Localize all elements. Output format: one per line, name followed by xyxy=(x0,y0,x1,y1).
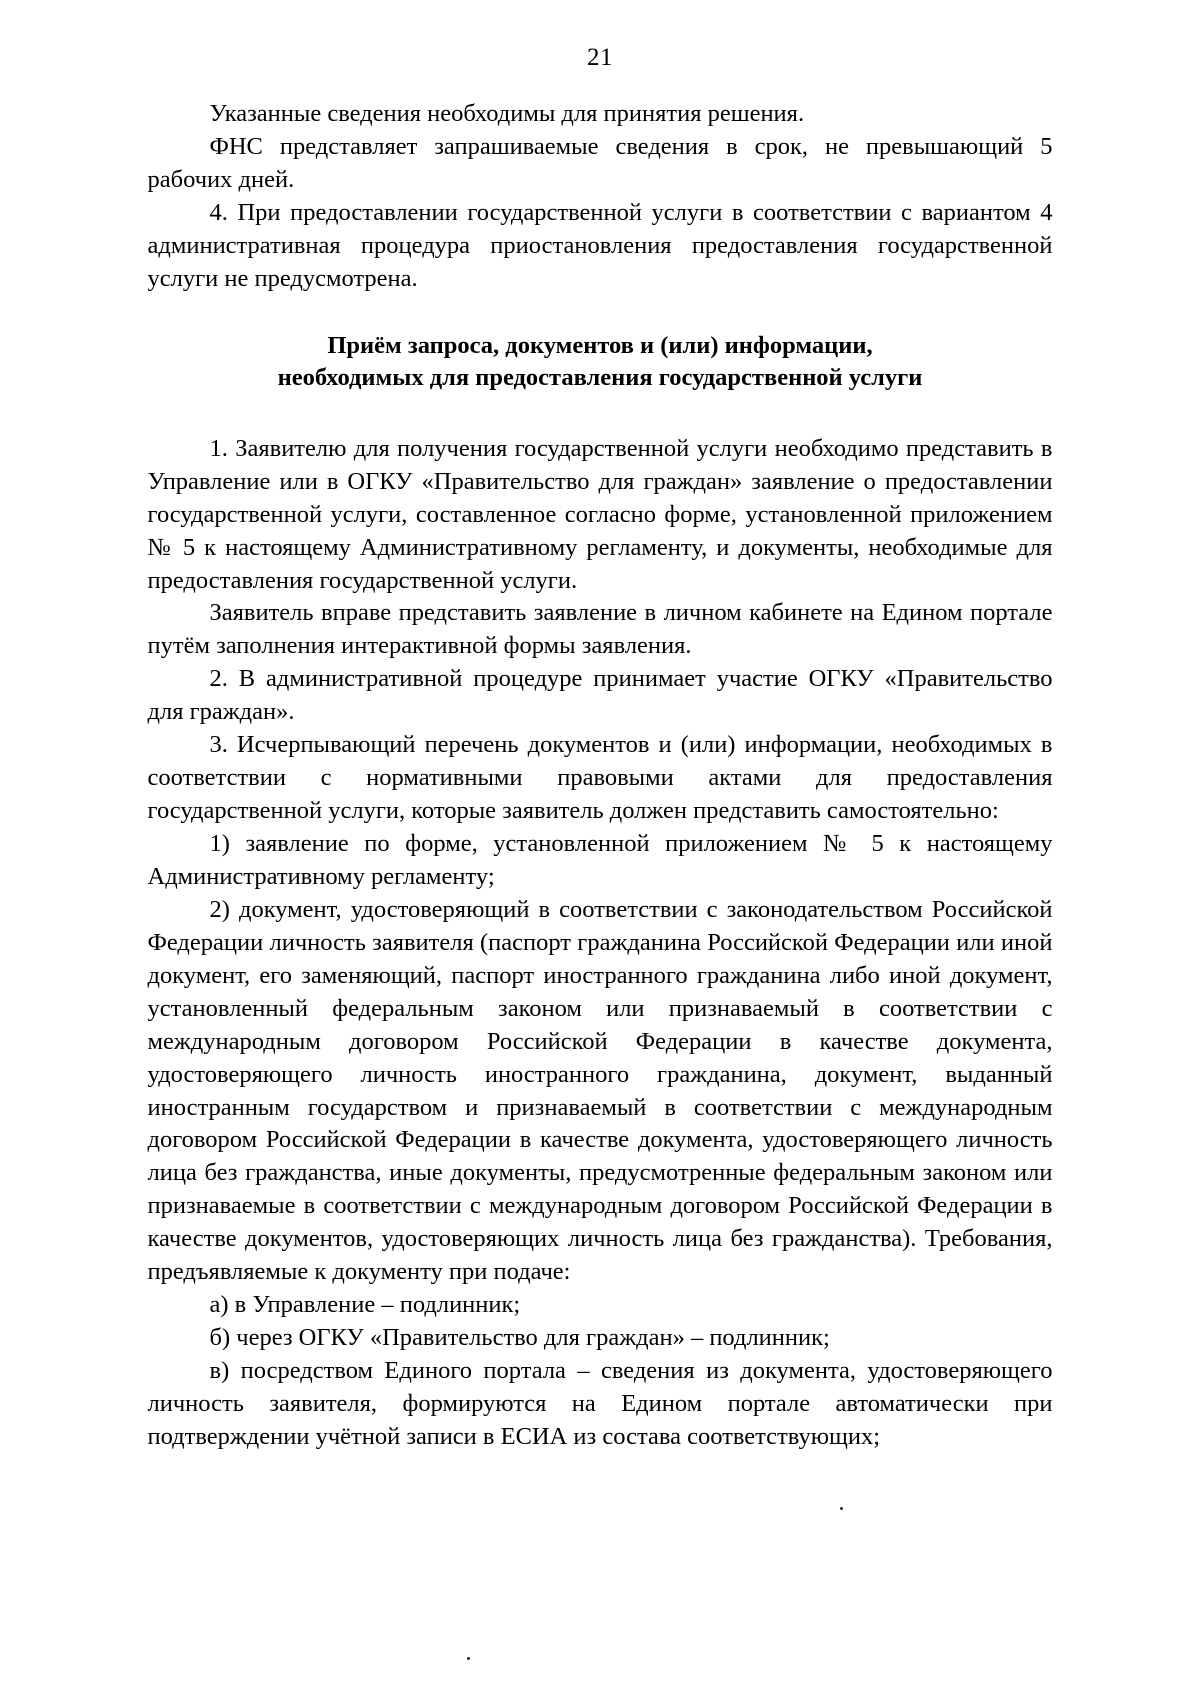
list-item: а) в Управление – подлинник; xyxy=(209,1291,521,1319)
paragraph: 2. В административной процедуре принимает участие ОГКУ «Правительство для граждан». xyxy=(147,665,1053,726)
scan-artifact-dot xyxy=(467,1657,470,1660)
list-item: 2) документ, удостоверяющий в соответствии с законодательством Российской Федерации личность заявителя (паспорт гражданина Российской Федерации или иной документ, его заменяющий, паспорт иностранного гражданина либо иной документ, установленный федеральным законом или признаваемый в соответствии с международным договором Российской Федерации в качестве документа, удостоверяющего личность иностранного гражданина, документ, выданный иностранным государством и признаваемый в соответствии с международным договором Российской Федерации в качестве документа, удостоверяющего личность лица без гражданства, иные документы, предусмотренные федеральным законом или признаваемые в соответствии с международным договором Российской Федерации в качестве документов, удостоверяющих личность лица без гражданства). Требования, предъявляемые к документу при подаче: xyxy=(147,895,1053,1286)
list-item: в) посредством Единого портала – сведения из документа, удостоверяющего личность заявителя, формируются на Едином портале автоматически при подтверждении учётной записи в ЕСИА из состава соответствующих; xyxy=(147,1357,1053,1450)
list-item: 1) заявление по форме, установленной приложением № 5 к настоящему Административному регламенту; xyxy=(147,830,1053,890)
paragraph: Указанные сведения необходимы для принятия решения. xyxy=(209,100,805,127)
scan-artifact-dot xyxy=(840,1507,843,1510)
page-number: 21 xyxy=(587,44,613,71)
document-body xyxy=(148,70,1053,1454)
paragraph: Заявитель вправе представить заявление в личном кабинете на Едином портале путём заполнения интерактивной формы заявления. xyxy=(147,599,1053,660)
section-heading xyxy=(148,330,1053,395)
section-heading-line-2: необходимых для предоставления государственной услуги xyxy=(277,364,923,392)
paragraph: 3. Исчерпывающий перечень документов и (или) информации, необходимых в соответствии с нормативными правовыми актами для предоставления государственной услуги, которые заявитель должен представить самостоятельно: xyxy=(147,731,1053,825)
paragraph: 1. Заявителю для получения государственной услуги необходимо представить в Управление или в ОГКУ «Правительство для граждан» заявление о предоставлении государственной услуги, составленное согласно форме, установленной приложением № 5 к настоящему Административному регламенту, и документы, необходимые для предоставления государственной услуги. xyxy=(147,434,1053,594)
section-heading-line-1: Приём запроса, документов и (или) информации, xyxy=(327,331,873,359)
list-item: б) через ОГКУ «Правительство для граждан» – подлинник; xyxy=(209,1324,830,1352)
paragraph: ФНС представляет запрашиваемые сведения в срок, не превышающий 5 рабочих дней. xyxy=(147,132,1053,193)
paragraph: 4. При предоставлении государственной услуги в соответствии с вариантом 4 административная процедура приостановления предоставления государственной услуги не предусмотрена. xyxy=(147,198,1053,292)
